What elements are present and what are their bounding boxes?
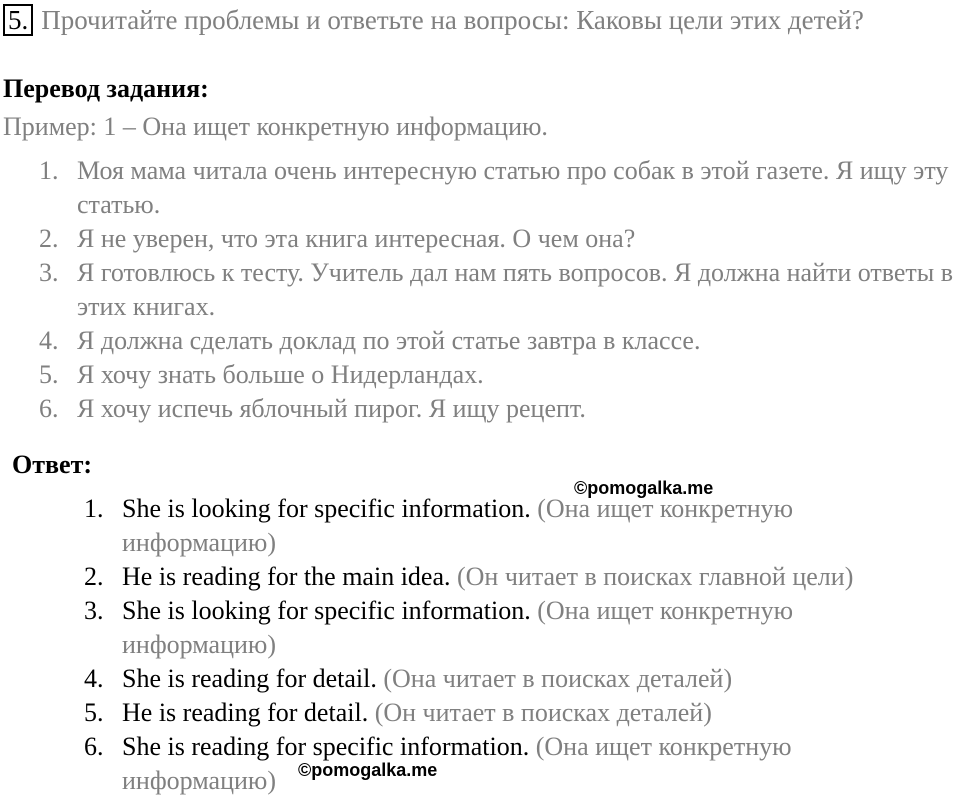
answer-item	[0, 730, 922, 798]
translation-item	[0, 324, 957, 358]
task-number-box: 5.	[3, 4, 33, 36]
answer-item	[0, 594, 922, 662]
item-number: 4.	[39, 326, 59, 355]
item-number: 3.	[84, 596, 104, 625]
translation-item	[0, 222, 957, 256]
item-number: 1.	[84, 494, 104, 523]
answer-english: He is reading for the main idea.	[122, 562, 451, 591]
item-text: Я должна сделать доклад по этой статье завтра в классе.	[77, 326, 701, 355]
answer-item	[0, 492, 922, 560]
task-text: Прочитайте проблемы и ответьте на вопросы: Каковы цели этих детей?	[41, 5, 864, 35]
item-text: Моя мама читала очень интересную статью про собак в этой газете. Я ищу эту статью.	[77, 156, 949, 219]
item-number: 6.	[39, 394, 59, 423]
answer-title: Ответ:	[12, 450, 93, 479]
item-number: 1.	[39, 156, 59, 185]
watermark: ©pomogalka.me	[574, 478, 714, 498]
translation-list	[0, 154, 960, 426]
answer-english: He is reading for detail.	[122, 698, 369, 727]
answer-english: She is reading for specific information.	[122, 732, 530, 761]
item-number: 4.	[84, 664, 104, 693]
answer-item	[0, 696, 922, 730]
item-number: 5.	[84, 698, 104, 727]
translation-item	[0, 154, 957, 222]
item-text: Я хочу испечь яблочный пирог. Я ищу рецепт.	[77, 394, 586, 423]
watermark: ©pomogalka.me	[298, 760, 438, 780]
task-header	[3, 4, 864, 36]
answer-english: She is looking for specific information.	[122, 494, 531, 523]
translation-title: Перевод задания:	[3, 74, 209, 103]
answer-list	[0, 492, 960, 798]
answer-item	[0, 662, 922, 696]
answer-item	[0, 560, 922, 594]
translation-example: Пример: 1 – Она ищет конкретную информацию.	[3, 112, 548, 141]
item-number: 2.	[39, 224, 59, 253]
answer-russian: (Она ищет конкретную информацию)	[122, 596, 794, 659]
answer-russian: (Он читает в поисках деталей)	[374, 698, 712, 727]
translation-item	[0, 256, 957, 324]
answer-russian: (Он читает в поисках главной цели)	[457, 562, 854, 591]
translation-item	[0, 358, 957, 392]
answer-english: She is looking for specific information.	[122, 596, 531, 625]
item-number: 2.	[84, 562, 104, 591]
item-number: 6.	[84, 732, 104, 761]
item-number: 5.	[39, 360, 59, 389]
item-text: Я готовлюсь к тесту. Учитель дал нам пять вопросов. Я должна найти ответы в этих книгах.	[77, 258, 954, 321]
answer-english: She is reading for detail.	[122, 664, 377, 693]
item-text: Я не уверен, что эта книга интересная. О чем она?	[77, 224, 636, 253]
answer-russian: (Она читает в поисках деталей)	[383, 664, 733, 693]
answer-russian: (Она ищет конкретную информацию)	[122, 732, 792, 795]
item-number: 3.	[39, 258, 59, 287]
item-text: Я хочу знать больше о Нидерландах.	[77, 360, 484, 389]
translation-item	[0, 392, 957, 426]
answer-russian: (Она ищет конкретную информацию)	[122, 494, 794, 557]
